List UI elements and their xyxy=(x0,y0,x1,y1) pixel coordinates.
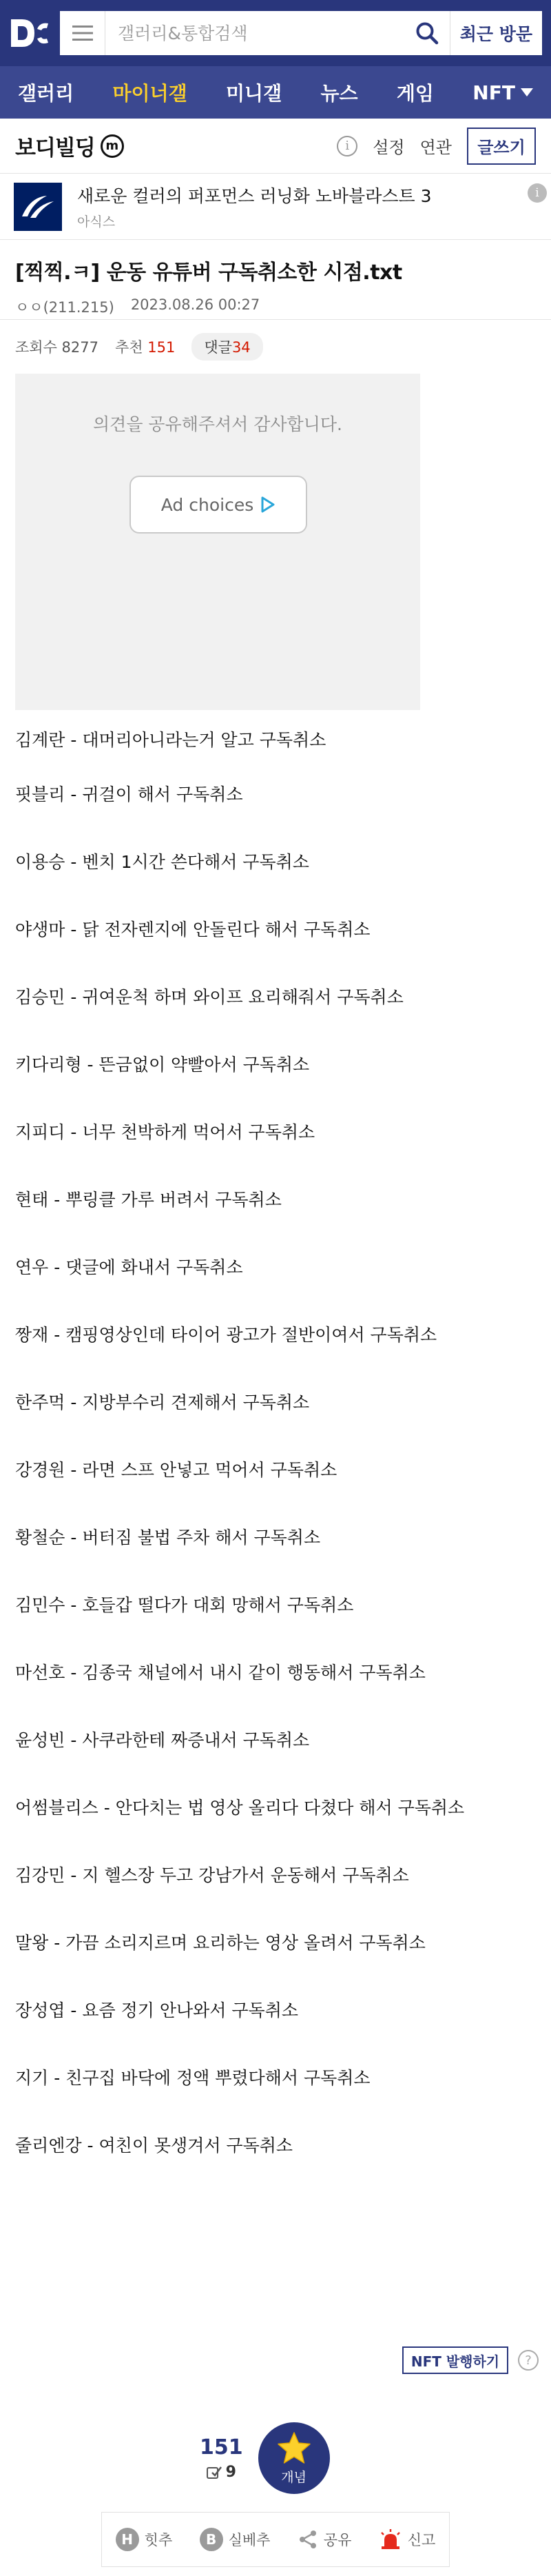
nav-item-game[interactable]: 게임 xyxy=(396,82,434,105)
recommend-fixed-count xyxy=(207,2464,236,2481)
ad-choices-button[interactable] xyxy=(129,476,307,534)
comments-label: 댓글 xyxy=(204,339,232,356)
nav-item-nft[interactable] xyxy=(463,81,543,104)
dc-logo[interactable] xyxy=(7,11,51,55)
body-line: 어썸블리스 - 안다치는 법 영상 올리다 다쳤다 해서 구독취소 xyxy=(15,1798,465,1818)
star-icon xyxy=(277,2431,311,2464)
main-nav xyxy=(0,66,551,119)
caret-down-icon xyxy=(521,88,533,97)
nft-issue-button[interactable]: NFT 발행하기 xyxy=(402,2346,508,2374)
minor-gallery-icon: m xyxy=(101,134,124,158)
views-stat xyxy=(15,336,98,357)
share-icon xyxy=(298,2529,318,2550)
hit-icon: H xyxy=(116,2528,139,2551)
share-button[interactable] xyxy=(298,2529,352,2550)
nft-row xyxy=(402,2346,539,2374)
hits-recommend-button[interactable] xyxy=(116,2528,173,2551)
recommend-total: 151 xyxy=(200,2435,243,2460)
gallery-header xyxy=(0,119,551,174)
write-post-button[interactable]: 글쓰기 xyxy=(467,128,536,165)
ad-text xyxy=(77,183,432,230)
body-line: 장성엽 - 요즘 정기 안나와서 구독취소 xyxy=(15,2000,299,2020)
body-line: 마선호 - 김종국 채널에서 내시 같이 행동해서 구독취소 xyxy=(15,1663,426,1683)
post-stats xyxy=(0,320,551,374)
top-header xyxy=(0,0,551,66)
post-meta xyxy=(15,296,536,317)
mobile-recommend-icon xyxy=(207,2466,222,2479)
body-line: 현태 - 뿌링클 가루 버려서 구독취소 xyxy=(15,1190,282,1210)
recent-visits-button[interactable]: 최근 방문 xyxy=(450,11,542,55)
post-body xyxy=(0,718,551,2178)
body-line: 줄리엔강 - 여친이 못생겨서 구독취소 xyxy=(15,2136,293,2156)
body-line: 윤성빈 - 사쿠라한테 짜증내서 구독취소 xyxy=(15,1730,310,1750)
search-box xyxy=(58,9,544,57)
body-line: 야생마 - 닭 전자렌지에 안돌린다 해서 구독취소 xyxy=(15,920,371,940)
comments-button[interactable] xyxy=(191,333,262,361)
settings-link[interactable]: 설정 xyxy=(373,138,405,157)
search-input[interactable] xyxy=(105,11,404,55)
ad-info-icon[interactable]: i xyxy=(528,183,547,203)
report-button[interactable] xyxy=(379,2529,436,2550)
help-icon[interactable]: ? xyxy=(518,2350,539,2371)
gallery-title[interactable]: 보디빌딩 xyxy=(15,136,95,161)
share-label: 공유 xyxy=(323,2532,352,2548)
ad-choices-icon xyxy=(260,496,276,513)
body-line: 김계란 - 대머리아니라는거 알고 구독취소 xyxy=(15,730,326,750)
nav-item-news[interactable]: 뉴스 xyxy=(320,82,358,105)
body-line: 황철순 - 버터짐 불법 주차 해서 구독취소 xyxy=(15,1528,321,1548)
comments-count: 34 xyxy=(231,339,251,356)
menu-icon[interactable] xyxy=(60,11,105,55)
post-author[interactable]: ㅇㅇ(211.215) xyxy=(15,299,114,316)
hits-label: 힛추 xyxy=(144,2532,173,2548)
recommend-button-label: 개념 xyxy=(281,2469,306,2485)
ad-brand: 아식스 xyxy=(77,214,116,230)
body-line: 한주먹 - 지방부수리 견제해서 구독취소 xyxy=(15,1392,310,1412)
body-line: 강경원 - 라면 스프 안넣고 먹어서 구독취소 xyxy=(15,1460,337,1480)
body-line: 키다리형 - 뜬금없이 약빨아서 구독취소 xyxy=(15,1055,310,1075)
related-link[interactable]: 연관 xyxy=(419,138,452,157)
recommend-label: 추천 xyxy=(115,339,143,356)
body-line: 핏블리 - 귀걸이 해서 구독취소 xyxy=(15,784,243,804)
post-date: 2023.08.26 00:27 xyxy=(130,296,260,313)
post-action-bar xyxy=(101,2512,450,2567)
body-line: 말왕 - 가끔 소리지르며 요리하는 영상 올려서 구독취소 xyxy=(15,1933,426,1953)
recommend-section xyxy=(200,2422,330,2494)
body-line: 짱재 - 캠핑영상인데 타이어 광고가 절반이여서 구독취소 xyxy=(15,1325,437,1345)
body-line: 연우 - 댓글에 화내서 구독취소 xyxy=(15,1257,243,1277)
siren-icon xyxy=(379,2529,402,2550)
recommend-stat xyxy=(115,336,175,357)
best-label: 실베추 xyxy=(228,2532,271,2548)
post-title: [찍찍.ㅋ] 운동 유튜버 구독취소한 시점.txt xyxy=(15,261,402,285)
views-count: 8277 xyxy=(61,339,98,356)
views-label: 조회수 xyxy=(15,339,57,356)
post-header xyxy=(0,240,551,320)
nav-item-minor-gallery[interactable]: 마이너갤 xyxy=(112,82,187,105)
ad-block xyxy=(15,374,420,710)
asics-logo-icon xyxy=(14,183,62,231)
body-line: 김강민 - 지 헬스장 두고 강남가서 운동해서 구독취소 xyxy=(15,1865,409,1885)
report-label: 신고 xyxy=(407,2532,436,2548)
ad-banner[interactable] xyxy=(0,174,551,240)
ad-title[interactable]: 새로운 컬러의 퍼포먼스 러닝화 노바블라스트 3 xyxy=(77,186,432,206)
recommend-counts xyxy=(200,2435,243,2481)
nav-item-mini-gallery[interactable]: 미니갤 xyxy=(225,82,282,105)
recommend-sub-count: 9 xyxy=(225,2464,236,2481)
ad-choices-label: Ad choices xyxy=(160,494,254,515)
body-line: 이용승 - 벤치 1시간 쓴다해서 구독취소 xyxy=(15,852,309,872)
body-line: 김승민 - 귀여운척 하며 와이프 요리해줘서 구독취소 xyxy=(15,987,404,1007)
best-icon: B xyxy=(200,2528,223,2551)
best-recommend-button[interactable] xyxy=(200,2528,271,2551)
ad-feedback-message: 의견을 공유해주셔서 감사합니다. xyxy=(93,414,342,434)
info-icon[interactable]: i xyxy=(337,136,357,156)
body-line: 지피디 - 너무 천박하게 먹어서 구독취소 xyxy=(15,1122,315,1142)
body-line: 김민수 - 호들갑 떨다가 대회 망해서 구독취소 xyxy=(15,1595,354,1615)
recommend-button[interactable] xyxy=(258,2422,330,2494)
search-icon[interactable] xyxy=(404,11,450,55)
nav-item-gallery[interactable]: 갤러리 xyxy=(18,82,74,105)
recommend-count: 151 xyxy=(147,339,176,356)
body-line: 지기 - 친구집 바닥에 정액 뿌렸다해서 구독취소 xyxy=(15,2068,371,2088)
nav-item-nft-label: NFT xyxy=(472,81,515,104)
